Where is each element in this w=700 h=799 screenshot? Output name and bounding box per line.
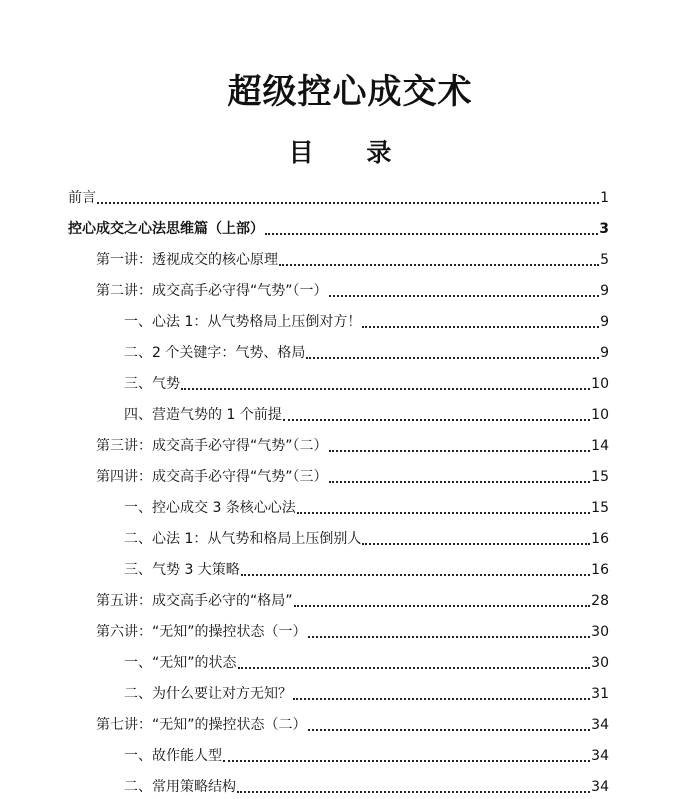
toc-heading: 目 录 (288, 138, 414, 167)
toc-entry-label: 二、2 个关键字：气势、格局 (124, 345, 306, 361)
toc-entry-page: 3 (599, 221, 609, 237)
toc-entry[interactable] (96, 277, 609, 301)
toc-entry-page: 10 (591, 376, 609, 392)
toc-entry-page: 5 (600, 252, 609, 268)
toc-entry-label: 第七讲：“无知”的操控状态（二） (96, 717, 307, 733)
toc-entry-label: 第二讲：成交高手必守得“气势”（一） (96, 283, 328, 299)
toc-dot-leader (293, 698, 590, 700)
toc-entry[interactable] (124, 401, 609, 425)
toc-entry-page: 28 (591, 593, 609, 609)
toc-entry[interactable] (68, 184, 609, 208)
toc-entry[interactable] (96, 463, 609, 487)
toc-entry-label: 前言 (68, 190, 96, 206)
toc-entry-label: 第三讲：成交高手必守得“气势”（二） (96, 438, 328, 454)
toc-entry-page: 34 (591, 717, 609, 733)
toc-entry-page: 16 (591, 562, 609, 578)
toc-dot-leader (329, 450, 591, 452)
toc-dot-leader (223, 760, 590, 762)
toc-dot-leader (279, 264, 599, 266)
toc-entry[interactable] (96, 432, 609, 456)
toc-entry[interactable] (96, 587, 609, 611)
toc-dot-leader (237, 791, 590, 793)
toc-entry[interactable] (96, 711, 609, 735)
toc-entry-page: 30 (591, 655, 609, 671)
toc-entry[interactable] (96, 246, 609, 270)
toc-entry-page: 30 (591, 624, 609, 640)
toc-entry-label: 第五讲：成交高手必守的“格局” (96, 593, 293, 609)
toc-dot-leader (238, 667, 591, 669)
toc-dot-leader (362, 543, 590, 545)
toc-entry-page: 1 (600, 190, 609, 206)
toc-entry-label: 第一讲：透视成交的核心原理 (96, 252, 278, 268)
toc-entry[interactable] (124, 370, 609, 394)
toc-entry-page: 9 (600, 345, 609, 361)
toc-entry-page: 9 (600, 314, 609, 330)
toc-dot-leader (297, 512, 590, 514)
toc-entry-page: 14 (591, 438, 609, 454)
toc-entry-label: 控心成交之心法思维篇（上部） (68, 221, 264, 237)
toc-entry[interactable] (124, 308, 609, 332)
toc-entry-label: 三、气势 3 大策略 (124, 562, 240, 578)
toc-dot-leader (362, 326, 599, 328)
toc-dot-leader (265, 233, 598, 235)
toc-entry-page: 31 (591, 686, 609, 702)
toc-entry-page: 16 (591, 531, 609, 547)
toc-dot-leader (241, 574, 590, 576)
toc-dot-leader (181, 388, 590, 390)
toc-entry-page: 9 (600, 283, 609, 299)
toc-dot-leader (329, 295, 600, 297)
toc-entry-label: 一、“无知”的状态 (124, 655, 237, 671)
toc-entry-page: 15 (591, 500, 609, 516)
toc-entry-page: 34 (591, 748, 609, 764)
toc-dot-leader (329, 481, 591, 483)
toc-entry[interactable] (124, 525, 609, 549)
toc-entry-label: 第四讲：成交高手必守得“气势”（三） (96, 469, 328, 485)
toc-entry[interactable] (124, 494, 609, 518)
toc-dot-leader (294, 605, 591, 607)
toc-entry-label: 一、控心成交 3 条核心心法 (124, 500, 296, 516)
toc-entry-label: 三、气势 (124, 376, 180, 392)
toc-entry[interactable] (124, 339, 609, 363)
toc-entry-label: 一、故作能人型 (124, 748, 222, 764)
toc-entry-label: 一、心法 1：从气势格局上压倒对方！ (124, 314, 362, 330)
toc-dot-leader (308, 636, 591, 638)
toc-dot-leader (283, 419, 590, 421)
toc-entry-label: 二、为什么要让对方无知？ (124, 686, 292, 702)
toc-entry[interactable] (124, 556, 609, 580)
toc-entry[interactable] (124, 773, 609, 797)
toc-entry-label: 第六讲：“无知”的操控状态（一） (96, 624, 307, 640)
toc-entry[interactable] (68, 215, 609, 239)
toc-entry[interactable] (124, 680, 609, 704)
toc-dot-leader (97, 202, 599, 204)
toc-entry-page: 15 (591, 469, 609, 485)
toc-entry-page: 10 (591, 407, 609, 423)
toc-dot-leader (308, 729, 591, 731)
toc-entry-label: 二、心法 1：从气势和格局上压倒别人 (124, 531, 362, 547)
toc-entry[interactable] (124, 742, 609, 766)
toc-entry-label: 四、营造气势的 1 个前提 (124, 407, 282, 423)
toc-entry[interactable] (124, 649, 609, 673)
toc-dot-leader (306, 357, 599, 359)
toc-entry-label: 二、常用策略结构 (124, 779, 236, 795)
toc-entry[interactable] (96, 618, 609, 642)
document-title: 超级控心成交术 (227, 72, 473, 112)
toc-entry-page: 34 (591, 779, 609, 795)
